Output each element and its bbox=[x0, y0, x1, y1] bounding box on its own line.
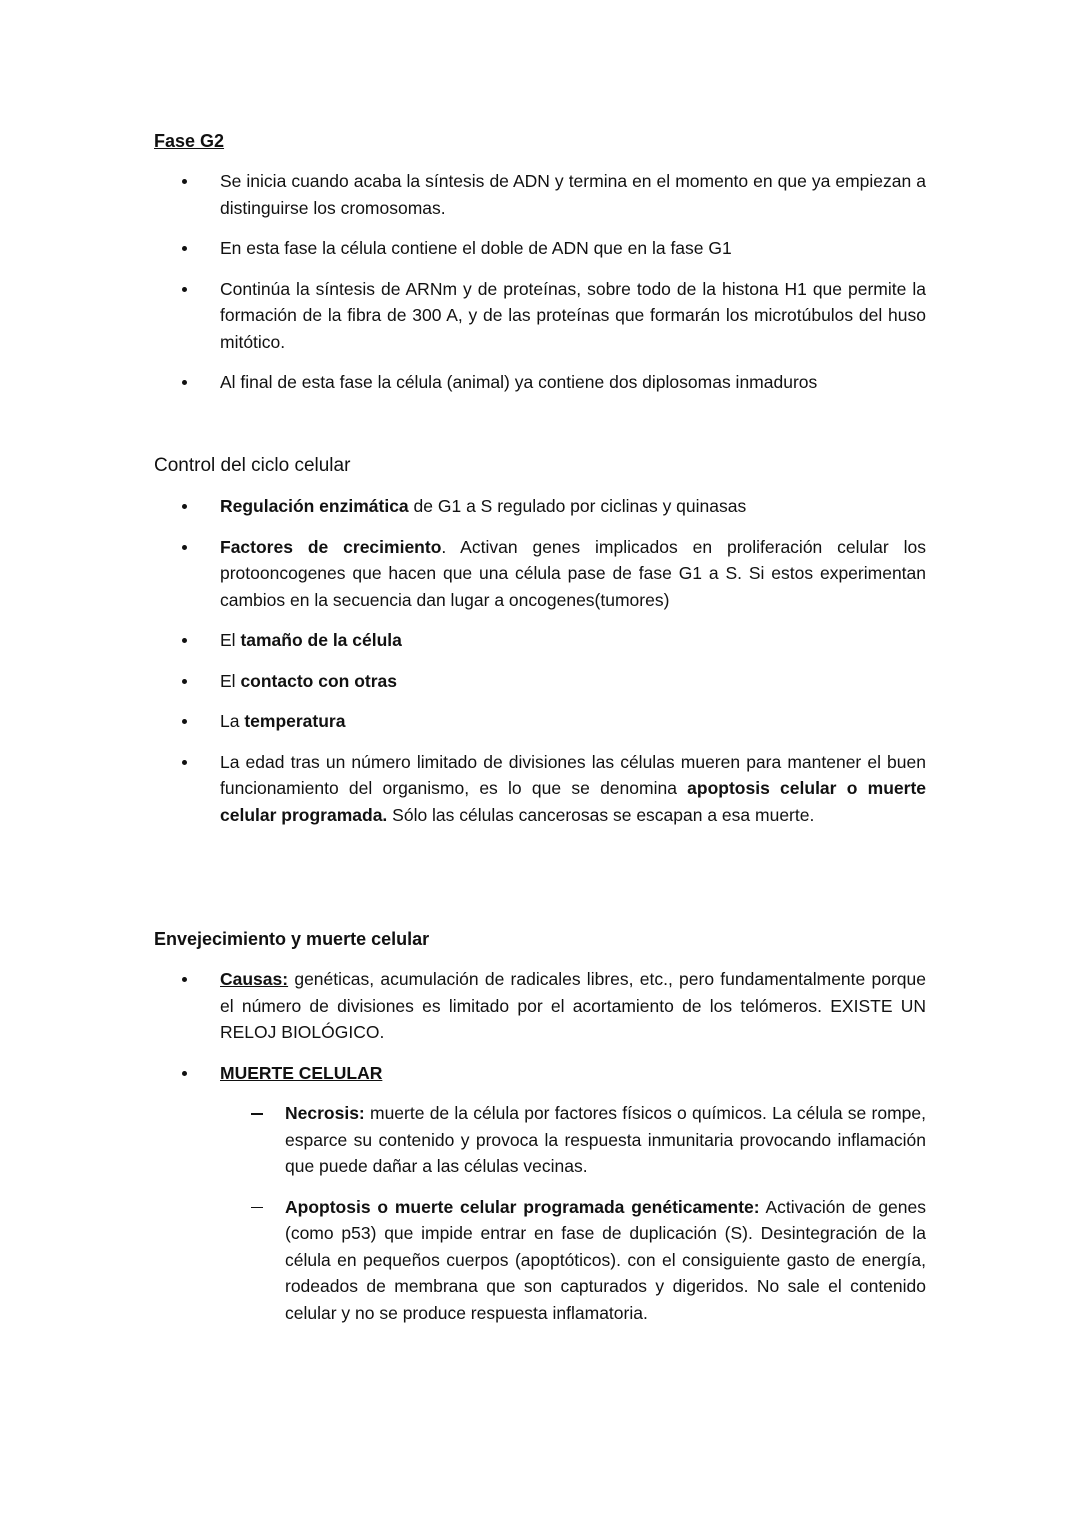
bullet-list bbox=[154, 493, 926, 828]
bullet-icon bbox=[182, 638, 187, 643]
section-envejecimiento bbox=[154, 927, 926, 1326]
section-control bbox=[154, 453, 926, 828]
bullet-list bbox=[154, 168, 926, 396]
bullet-list bbox=[154, 966, 926, 1326]
list-item: La temperatura bbox=[154, 708, 926, 735]
list-item: La edad tras un número limitado de divisiones las células mueren para mantener el buen funcionamiento del organismo, es lo que se denomina apoptosis celular o muerte celular programada. Sólo las células cancerosas se escapan a esa muerte. bbox=[154, 749, 926, 829]
list-item: Continúa la síntesis de ARNm y de proteínas, sobre todo de la histona H1 que permite la formación de la fibra de 300 A, y de las proteínas que formarán los microtúbulos del huso mitótico. bbox=[154, 276, 926, 356]
bullet-icon bbox=[182, 545, 187, 550]
list-item: Regulación enzimática de G1 a S regulado por ciclinas y quinasas bbox=[154, 493, 926, 520]
bullet-icon bbox=[182, 179, 187, 184]
sub-item-necrosis: Necrosis: muerte de la célula por factores físicos o químicos. La célula se rompe, esparce su contenido y provoca la respuesta inmunitaria provocando inflamación que puede dañar a las células vecinas. bbox=[154, 1100, 926, 1180]
section-title: Envejecimiento y muerte celular bbox=[154, 929, 430, 949]
section-fase-g2 bbox=[154, 129, 926, 396]
bullet-icon bbox=[182, 679, 187, 684]
bullet-icon bbox=[182, 287, 187, 292]
list-item: Al final de esta fase la célula (animal) ya contiene dos diplosomas inmaduros bbox=[154, 369, 926, 396]
list-item: El contacto con otras bbox=[154, 668, 926, 695]
bullet-icon bbox=[182, 1071, 187, 1076]
list-item: Factores de crecimiento. Activan genes implicados en proliferación celular los protooncogenes que hacen que una célula pase de fase G1 a S. Si estos experimentan cambios en la secuencia dan lugar a oncogenes(tumores) bbox=[154, 534, 926, 614]
list-item: MUERTE CELULAR Necrosis: muerte de la célula por factores físicos o químicos. La célula se rompe, esparce su contenido y provoca la respuesta inmunitaria provocando inflamación que puede dañar a las células vecinas. Apoptosis o muerte celular programada genéticamente: Activación de genes (como p53) que impide entrar en fase de duplicación (S). Desintegración de la célula en pequeños cuerpos (apoptóticos). con el consiguiente gasto de energía, rodeados de membrana que son capturados y digeridos. No sale el contenido celular y no se produce respuesta inflamatoria. bbox=[154, 1060, 926, 1327]
bullet-icon bbox=[182, 760, 187, 765]
bullet-icon bbox=[182, 504, 187, 509]
list-item: En esta fase la célula contiene el doble de ADN que en la fase G1 bbox=[154, 235, 926, 262]
bullet-icon bbox=[182, 719, 187, 724]
dash-icon bbox=[251, 1113, 263, 1115]
section-title: Fase G2 bbox=[154, 131, 225, 151]
bullet-icon bbox=[182, 977, 187, 982]
sub-item-apoptosis: Apoptosis o muerte celular programada genéticamente: Activación de genes (como p53) que impide entrar en fase de duplicación (S). Desintegración de la célula en pequeños cuerpos (apoptóticos). con el consiguiente gasto de energía, rodeados de membrana que son capturados y digeridos. No sale el contenido celular y no se produce respuesta inflamatoria. bbox=[154, 1194, 926, 1327]
list-item: El tamaño de la célula bbox=[154, 627, 926, 654]
bullet-icon bbox=[182, 246, 187, 251]
list-item: Causas: genéticas, acumulación de radicales libres, etc., pero fundamentalmente porque el número de divisiones es limitado por el acortamiento de los telómeros. EXISTE UN RELOJ BIOLÓGICO. bbox=[154, 966, 926, 1046]
dash-icon bbox=[251, 1207, 263, 1209]
section-title: Control del ciclo celular bbox=[154, 455, 351, 476]
list-item: Se inicia cuando acaba la síntesis de ADN y termina en el momento en que ya empiezan a distinguirse los cromosomas. bbox=[154, 168, 926, 221]
bullet-icon bbox=[182, 380, 187, 385]
